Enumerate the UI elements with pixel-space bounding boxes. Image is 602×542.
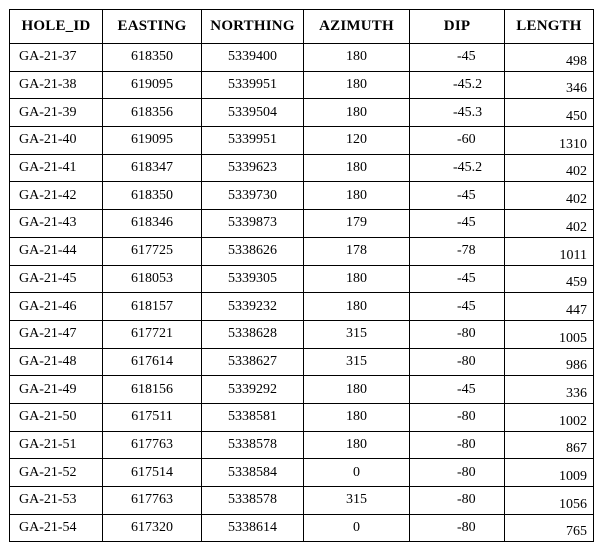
- cell-northing: 5338581: [202, 403, 304, 431]
- cell-easting: 619095: [103, 127, 202, 155]
- cell-azimuth: 180: [304, 182, 410, 210]
- cell-hole-id: GA-21-52: [10, 459, 103, 487]
- cell-azimuth: 315: [304, 487, 410, 515]
- cell-azimuth: 315: [304, 348, 410, 376]
- cell-dip: -45: [410, 210, 505, 238]
- cell-dip: -80: [410, 514, 505, 542]
- cell-azimuth: 315: [304, 320, 410, 348]
- table-row: [10, 182, 594, 210]
- cell-length: 1056: [505, 487, 594, 515]
- cell-azimuth: 120: [304, 127, 410, 155]
- header-easting: EASTING: [103, 10, 202, 44]
- header-dip: DIP: [410, 10, 505, 44]
- cell-northing: 5339232: [202, 293, 304, 321]
- cell-dip: -45.3: [410, 99, 505, 127]
- table-row: [10, 403, 594, 431]
- cell-dip: -78: [410, 237, 505, 265]
- cell-easting: 617725: [103, 237, 202, 265]
- cell-dip: -80: [410, 487, 505, 515]
- header-azimuth: AZIMUTH: [304, 10, 410, 44]
- cell-hole-id: GA-21-53: [10, 487, 103, 515]
- cell-length: 867: [505, 431, 594, 459]
- cell-easting: 617511: [103, 403, 202, 431]
- table-row: [10, 44, 594, 72]
- cell-hole-id: GA-21-39: [10, 99, 103, 127]
- table-row: [10, 320, 594, 348]
- cell-dip: -80: [410, 431, 505, 459]
- cell-length: 336: [505, 376, 594, 404]
- table-row: [10, 71, 594, 99]
- cell-hole-id: GA-21-40: [10, 127, 103, 155]
- cell-azimuth: 178: [304, 237, 410, 265]
- cell-hole-id: GA-21-54: [10, 514, 103, 542]
- cell-hole-id: GA-21-37: [10, 44, 103, 72]
- cell-easting: 618156: [103, 376, 202, 404]
- cell-hole-id: GA-21-43: [10, 210, 103, 238]
- cell-dip: -45: [410, 44, 505, 72]
- cell-dip: -80: [410, 320, 505, 348]
- cell-easting: 618053: [103, 265, 202, 293]
- drill-hole-table: [9, 9, 594, 542]
- cell-azimuth: 0: [304, 459, 410, 487]
- cell-hole-id: GA-21-38: [10, 71, 103, 99]
- cell-easting: 617514: [103, 459, 202, 487]
- cell-length: 986: [505, 348, 594, 376]
- cell-dip: -45: [410, 182, 505, 210]
- header-length: LENGTH: [505, 10, 594, 44]
- cell-northing: 5338578: [202, 487, 304, 515]
- table-row: [10, 514, 594, 542]
- cell-length: 1002: [505, 403, 594, 431]
- cell-northing: 5339951: [202, 71, 304, 99]
- cell-northing: 5338614: [202, 514, 304, 542]
- cell-length: 1310: [505, 127, 594, 155]
- cell-azimuth: 180: [304, 44, 410, 72]
- table-row: [10, 127, 594, 155]
- table-row: [10, 487, 594, 515]
- cell-easting: 617763: [103, 431, 202, 459]
- header-row: [10, 10, 594, 44]
- cell-azimuth: 180: [304, 154, 410, 182]
- cell-hole-id: GA-21-41: [10, 154, 103, 182]
- cell-azimuth: 180: [304, 431, 410, 459]
- table-row: [10, 237, 594, 265]
- cell-azimuth: 180: [304, 71, 410, 99]
- cell-dip: -45: [410, 376, 505, 404]
- cell-hole-id: GA-21-45: [10, 265, 103, 293]
- cell-dip: -80: [410, 403, 505, 431]
- cell-length: 765: [505, 514, 594, 542]
- cell-length: 498: [505, 44, 594, 72]
- cell-northing: 5339292: [202, 376, 304, 404]
- table-row: [10, 99, 594, 127]
- header-northing: NORTHING: [202, 10, 304, 44]
- cell-azimuth: 180: [304, 403, 410, 431]
- cell-dip: -45: [410, 265, 505, 293]
- cell-dip: -80: [410, 348, 505, 376]
- cell-easting: 618346: [103, 210, 202, 238]
- table-row: [10, 210, 594, 238]
- table-row: [10, 376, 594, 404]
- cell-northing: 5339623: [202, 154, 304, 182]
- cell-northing: 5338584: [202, 459, 304, 487]
- cell-azimuth: 180: [304, 293, 410, 321]
- cell-azimuth: 180: [304, 376, 410, 404]
- cell-length: 1011: [505, 237, 594, 265]
- cell-dip: -80: [410, 459, 505, 487]
- table-row: [10, 154, 594, 182]
- cell-length: 402: [505, 210, 594, 238]
- cell-dip: -45.2: [410, 71, 505, 99]
- cell-hole-id: GA-21-44: [10, 237, 103, 265]
- cell-northing: 5339951: [202, 127, 304, 155]
- table-row: [10, 293, 594, 321]
- cell-easting: 617721: [103, 320, 202, 348]
- cell-northing: 5339730: [202, 182, 304, 210]
- cell-northing: 5338628: [202, 320, 304, 348]
- cell-northing: 5338627: [202, 348, 304, 376]
- cell-easting: 618157: [103, 293, 202, 321]
- cell-hole-id: GA-21-42: [10, 182, 103, 210]
- cell-easting: 618350: [103, 182, 202, 210]
- cell-length: 447: [505, 293, 594, 321]
- cell-northing: 5339400: [202, 44, 304, 72]
- header-hole-id: HOLE_ID: [10, 10, 103, 44]
- cell-azimuth: 179: [304, 210, 410, 238]
- cell-hole-id: GA-21-47: [10, 320, 103, 348]
- cell-northing: 5338626: [202, 237, 304, 265]
- table-row: [10, 265, 594, 293]
- cell-easting: 617763: [103, 487, 202, 515]
- cell-azimuth: 0: [304, 514, 410, 542]
- table-body: [10, 44, 594, 542]
- cell-length: 459: [505, 265, 594, 293]
- cell-azimuth: 180: [304, 99, 410, 127]
- table-row: [10, 459, 594, 487]
- cell-easting: 619095: [103, 71, 202, 99]
- cell-northing: 5338578: [202, 431, 304, 459]
- cell-easting: 618350: [103, 44, 202, 72]
- cell-dip: -45: [410, 293, 505, 321]
- cell-dip: -60: [410, 127, 505, 155]
- cell-azimuth: 180: [304, 265, 410, 293]
- cell-hole-id: GA-21-49: [10, 376, 103, 404]
- cell-length: 402: [505, 154, 594, 182]
- cell-northing: 5339873: [202, 210, 304, 238]
- cell-hole-id: GA-21-50: [10, 403, 103, 431]
- cell-easting: 617320: [103, 514, 202, 542]
- cell-length: 450: [505, 99, 594, 127]
- table-row: [10, 431, 594, 459]
- cell-length: 1005: [505, 320, 594, 348]
- cell-northing: 5339504: [202, 99, 304, 127]
- cell-easting: 618347: [103, 154, 202, 182]
- cell-easting: 618356: [103, 99, 202, 127]
- cell-length: 1009: [505, 459, 594, 487]
- cell-hole-id: GA-21-48: [10, 348, 103, 376]
- cell-easting: 617614: [103, 348, 202, 376]
- cell-length: 402: [505, 182, 594, 210]
- cell-dip: -45.2: [410, 154, 505, 182]
- cell-length: 346: [505, 71, 594, 99]
- cell-northing: 5339305: [202, 265, 304, 293]
- table-row: [10, 348, 594, 376]
- cell-hole-id: GA-21-46: [10, 293, 103, 321]
- cell-hole-id: GA-21-51: [10, 431, 103, 459]
